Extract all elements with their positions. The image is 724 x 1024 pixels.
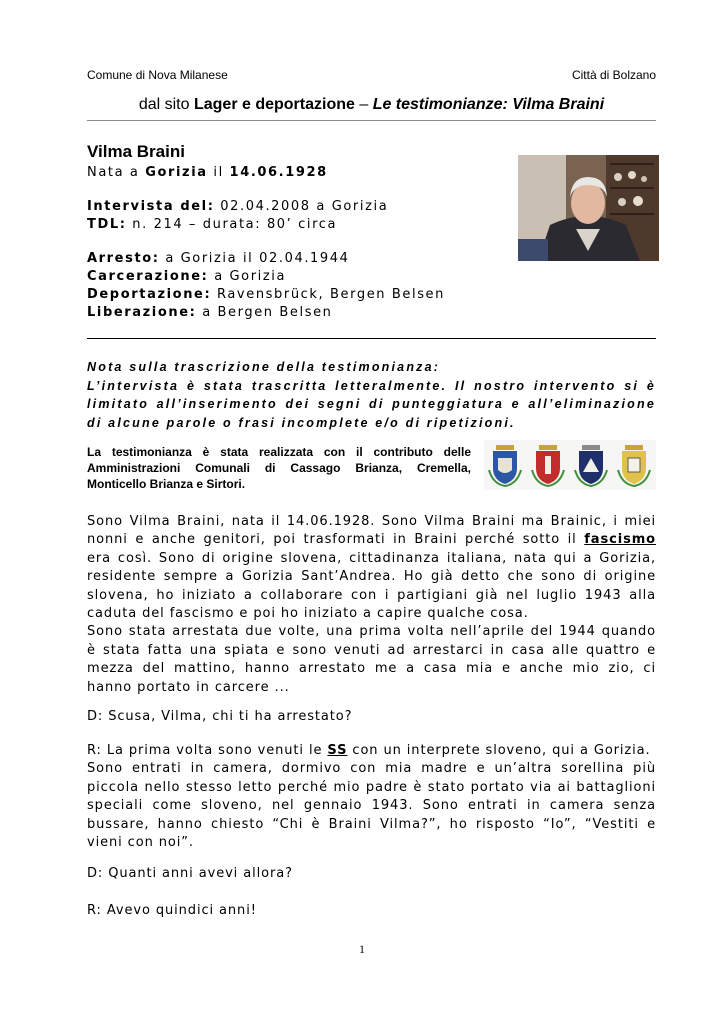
portrait-photo — [518, 155, 659, 261]
question-1: D: Scusa, Vilma, chi ti ha arrestato? — [87, 709, 353, 724]
testimony-paragraph-1: Sono Vilma Braini, nata il 14.06.1928. Sono Vilma Braini ma Brainic, i miei nonni e anche genitori, poi trasformati in Braini perché sotto il fascismo era così. Sono di origine slovena, cittadinanza italiana, nata qui a Gorizia, residente sempre a Gorizia Sant’Andrea. Ho già detto che sono di origine slovena, ho iniziato a collaborare con i partigiani già nel luglio 1943 alla caduta del fascismo e poi ho iniziato a capire qualche cosa. Sono stata arrestata due volte, una prima volta nell’aprile del 1944 quando è stata fatta una spiata e sono venuti ad arrestarci in casa alle quattro e mezza del mattino, hanno arrestato me a casa mia e anche mio zio, ci hanno portato in carcere ... — [87, 513, 656, 697]
crest-monticello-icon — [575, 445, 607, 486]
municipal-crests — [484, 440, 656, 490]
title-subtitle: Le testimonianze: Vilma Braini — [372, 96, 605, 113]
person-name: Vilma Braini — [87, 142, 185, 161]
crest-cremella-icon — [532, 445, 564, 486]
interview-line: Intervista del: 02.04.2008 a Gorizia — [87, 199, 389, 214]
liberation-line: Liberazione: a Bergen Belsen — [87, 305, 333, 320]
header-left: Comune di Nova Milanese — [87, 68, 228, 82]
page-title — [87, 96, 656, 114]
tdl-line: TDL: n. 214 – durata: 80’ circa — [87, 217, 338, 232]
note-heading: Nota sulla trascrizione della testimonianza: — [87, 360, 441, 374]
page-number: 1 — [359, 942, 365, 956]
deport-line: Deportazione: Ravensbrück, Bergen Belsen — [87, 287, 445, 302]
fascismo-term: fascismo — [584, 532, 656, 548]
crest-cassago-icon — [489, 445, 521, 486]
contribution-note: La testimonianza è stata realizzata con il contributo delle Amministrazioni Comunali di Cassago Brianza, Cremella, Monticello Brianza e Sirtori. — [87, 445, 471, 491]
title-dash: – — [354, 96, 373, 113]
answer-2: R: Avevo quindici anni! — [87, 903, 257, 918]
crest-sirtori-icon — [618, 445, 650, 486]
answer-1: R: La prima volta sono venuti le SS con un interprete sloveno, qui a Gorizia. Sono entrati in camera, dormivo con mia madre e un’altra sorellina più piccola nello stesso letto perché mio padre è stato portato via ai battaglioni speciali come sloveno, nel gennaio 1943. Sono entrati in camera senza bussare, hanno chiesto “Chi è Braini Vilma?”, ho risposto “Io”, “Vestiti e vieni con noi”. — [87, 743, 656, 851]
jail-line: Carcerazione: a Gorizia — [87, 269, 287, 284]
testimony-paragraph-2: Sono stata arrestata due volte, una prima volta nell’aprile del 1944 quando è stata fatta una spiata e sono venuti ad arrestarci in casa alle quattro e mezza del mattino, hanno arrestato me a casa mia e anche mio zio, ci hanno portato in carcere ... — [87, 624, 656, 695]
note-body: L’intervista è stata trascritta letteralmente. Il nostro intervento si è limitato all’inserimento dei segni di punteggiatura e all’eliminazione di alcune parole o frasi incomplete e/o di ripetizioni. — [87, 378, 656, 430]
born-line: Nata a Gorizia il 14.06.1928 — [87, 165, 328, 180]
ss-term: SS — [327, 743, 348, 758]
question-2: D: Quanti anni avevi allora? — [87, 866, 293, 881]
title-prefix: dal sito — [138, 96, 194, 113]
section-divider — [87, 338, 656, 339]
title-divider — [87, 120, 656, 121]
transcription-note — [87, 358, 656, 432]
title-site: Lager e deportazione — [193, 96, 355, 113]
header-right: Città di Bolzano — [571, 68, 656, 82]
arrest-line: Arresto: a Gorizia il 02.04.1944 — [87, 251, 350, 266]
